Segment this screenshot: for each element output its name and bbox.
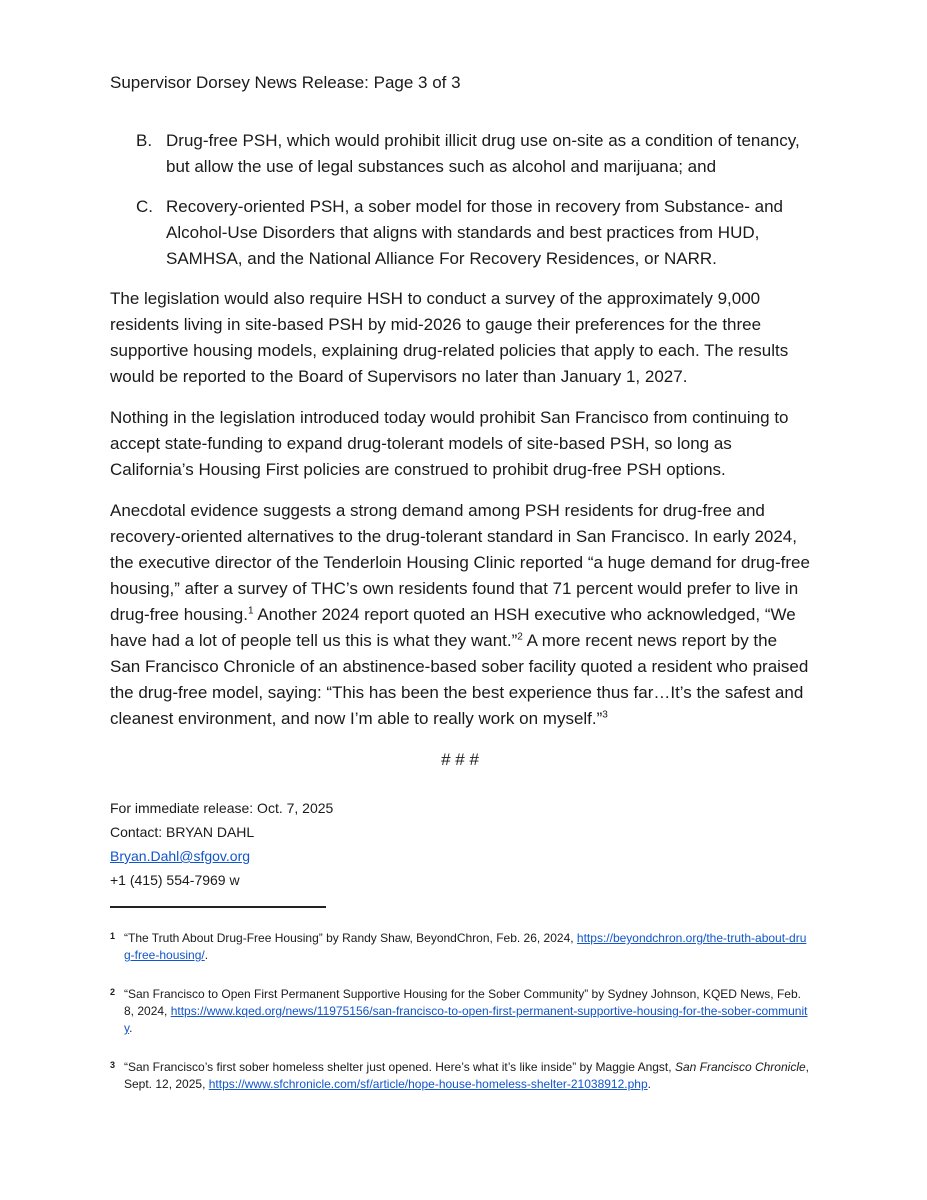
footnote-1	[110, 930, 810, 964]
footnote-body: “San Francisco’s first sober homeless shelter just opened. Here’s what it’s like inside” by Maggie Angst,	[124, 1060, 675, 1074]
document-page	[110, 70, 810, 1115]
footnote-number: 2	[110, 987, 116, 997]
end-separator: # # #	[441, 750, 479, 769]
footnote-publication: San Francisco Chronicle	[674, 1060, 806, 1074]
footnote-ref-2[interactable]: 2	[517, 631, 523, 643]
release-date: For immediate release: Oct. 7, 2025	[110, 800, 334, 816]
footnote-divider	[110, 906, 326, 908]
footnote-suffix: .	[204, 948, 209, 962]
footnote-body: , Sept. 12, 2025,	[124, 1060, 810, 1091]
list-marker: C.	[136, 197, 153, 216]
paragraph-anecdotal-evidence	[110, 498, 810, 732]
policy-options-list	[110, 128, 810, 272]
footnote-number: 1	[110, 931, 116, 941]
footnote-link[interactable]: https://www.sfchronicle.com/sf/article/hope-house-homeless-shelter-21038912.php	[208, 1077, 648, 1091]
paragraph-text: Another 2024 report quoted an HSH executive who acknowledged, “We have had a lot of people tell us this is what they want.”	[110, 605, 796, 650]
footnote-suffix: .	[129, 1021, 133, 1035]
footnote-body: “The Truth About Drug-Free Housing” by Randy Shaw, BeyondChron, Feb. 26, 2024,	[124, 931, 577, 945]
contact-name: Contact: BRYAN DAHL	[110, 824, 255, 840]
list-item	[110, 128, 810, 180]
page-header: Supervisor Dorsey News Release: Page 3 of 3	[110, 73, 461, 92]
contact-email-link[interactable]: Bryan.Dahl@sfgov.org	[110, 848, 251, 864]
footnote-3	[110, 1059, 810, 1093]
list-item-text: Recovery-oriented PSH, a sober model for those in recovery from Substance- and Alcohol-Use Disorders that aligns with standards and best practices from HUD, SAMHSA, and the National Alliance For Recovery Residences, or NARR.	[166, 197, 784, 268]
paragraph-state-funding: Nothing in the legislation introduced today would prohibit San Francisco from continuing to accept state-funding to expand drug-tolerant models of site-based PSH, so long as California’s Housing First policies are construed to prohibit drug-free PSH options.	[110, 408, 789, 479]
contact-block	[110, 796, 810, 892]
list-item-text: Drug-free PSH, which would prohibit illicit drug use on-site as a condition of tenancy, but allow the use of legal substances such as alcohol and marijuana; and	[166, 131, 800, 176]
footnote-body: “San Francisco to Open First Permanent Supportive Housing for the Sober Community” by Sydney Johnson, KQED News, Feb. 8, 2024,	[124, 987, 801, 1018]
footnote-ref-1[interactable]: 1	[247, 605, 254, 617]
list-item	[110, 194, 810, 272]
paragraph-text: Anecdotal evidence suggests a strong demand among PSH residents for drug-free and recovery-oriented alternatives to the drug-tolerant standard in San Francisco. In early 2024, the executive director of the Tenderloin Housing Clinic reported “a huge demand for drug-free housing,” after a survey of THC’s own residents found that 71 percent would prefer to live in drug-free housing.	[110, 501, 810, 624]
paragraph-text: A more recent news report by the San Francisco Chronicle of an abstinence-based sober facility quoted a resident who praised the drug-free model, saying: “This has been the best experience thus far…It’s the safest and cleanest environment, and now I’m able to really work on myself.”	[110, 631, 809, 728]
footnote-2	[110, 986, 810, 1037]
list-marker: B.	[136, 131, 153, 150]
footnote-ref-3[interactable]: 3	[602, 709, 608, 721]
footnote-link[interactable]: https://beyondchron.org/the-truth-about-drug-free-housing/	[124, 931, 807, 962]
footnote-text	[124, 930, 810, 964]
footnote-suffix: .	[647, 1077, 651, 1091]
paragraph-survey: The legislation would also require HSH to conduct a survey of the approximately 9,000 residents living in site-based PSH by mid-2026 to gauge their preferences for the three supportive housing models, explaining drug-related policies that apply to each. The results would be reported to the Board of Supervisors no later than January 1, 2027.	[110, 289, 789, 386]
footnote-text	[124, 986, 810, 1037]
footnote-text	[124, 1059, 810, 1093]
contact-phone: +1 (415) 554-7969 w	[110, 872, 240, 888]
footnote-number: 3	[110, 1060, 116, 1070]
footnote-link[interactable]: https://www.kqed.org/news/11975156/san-francisco-to-open-first-permanent-supportive-housing-for-the-sober-community	[124, 1004, 808, 1035]
